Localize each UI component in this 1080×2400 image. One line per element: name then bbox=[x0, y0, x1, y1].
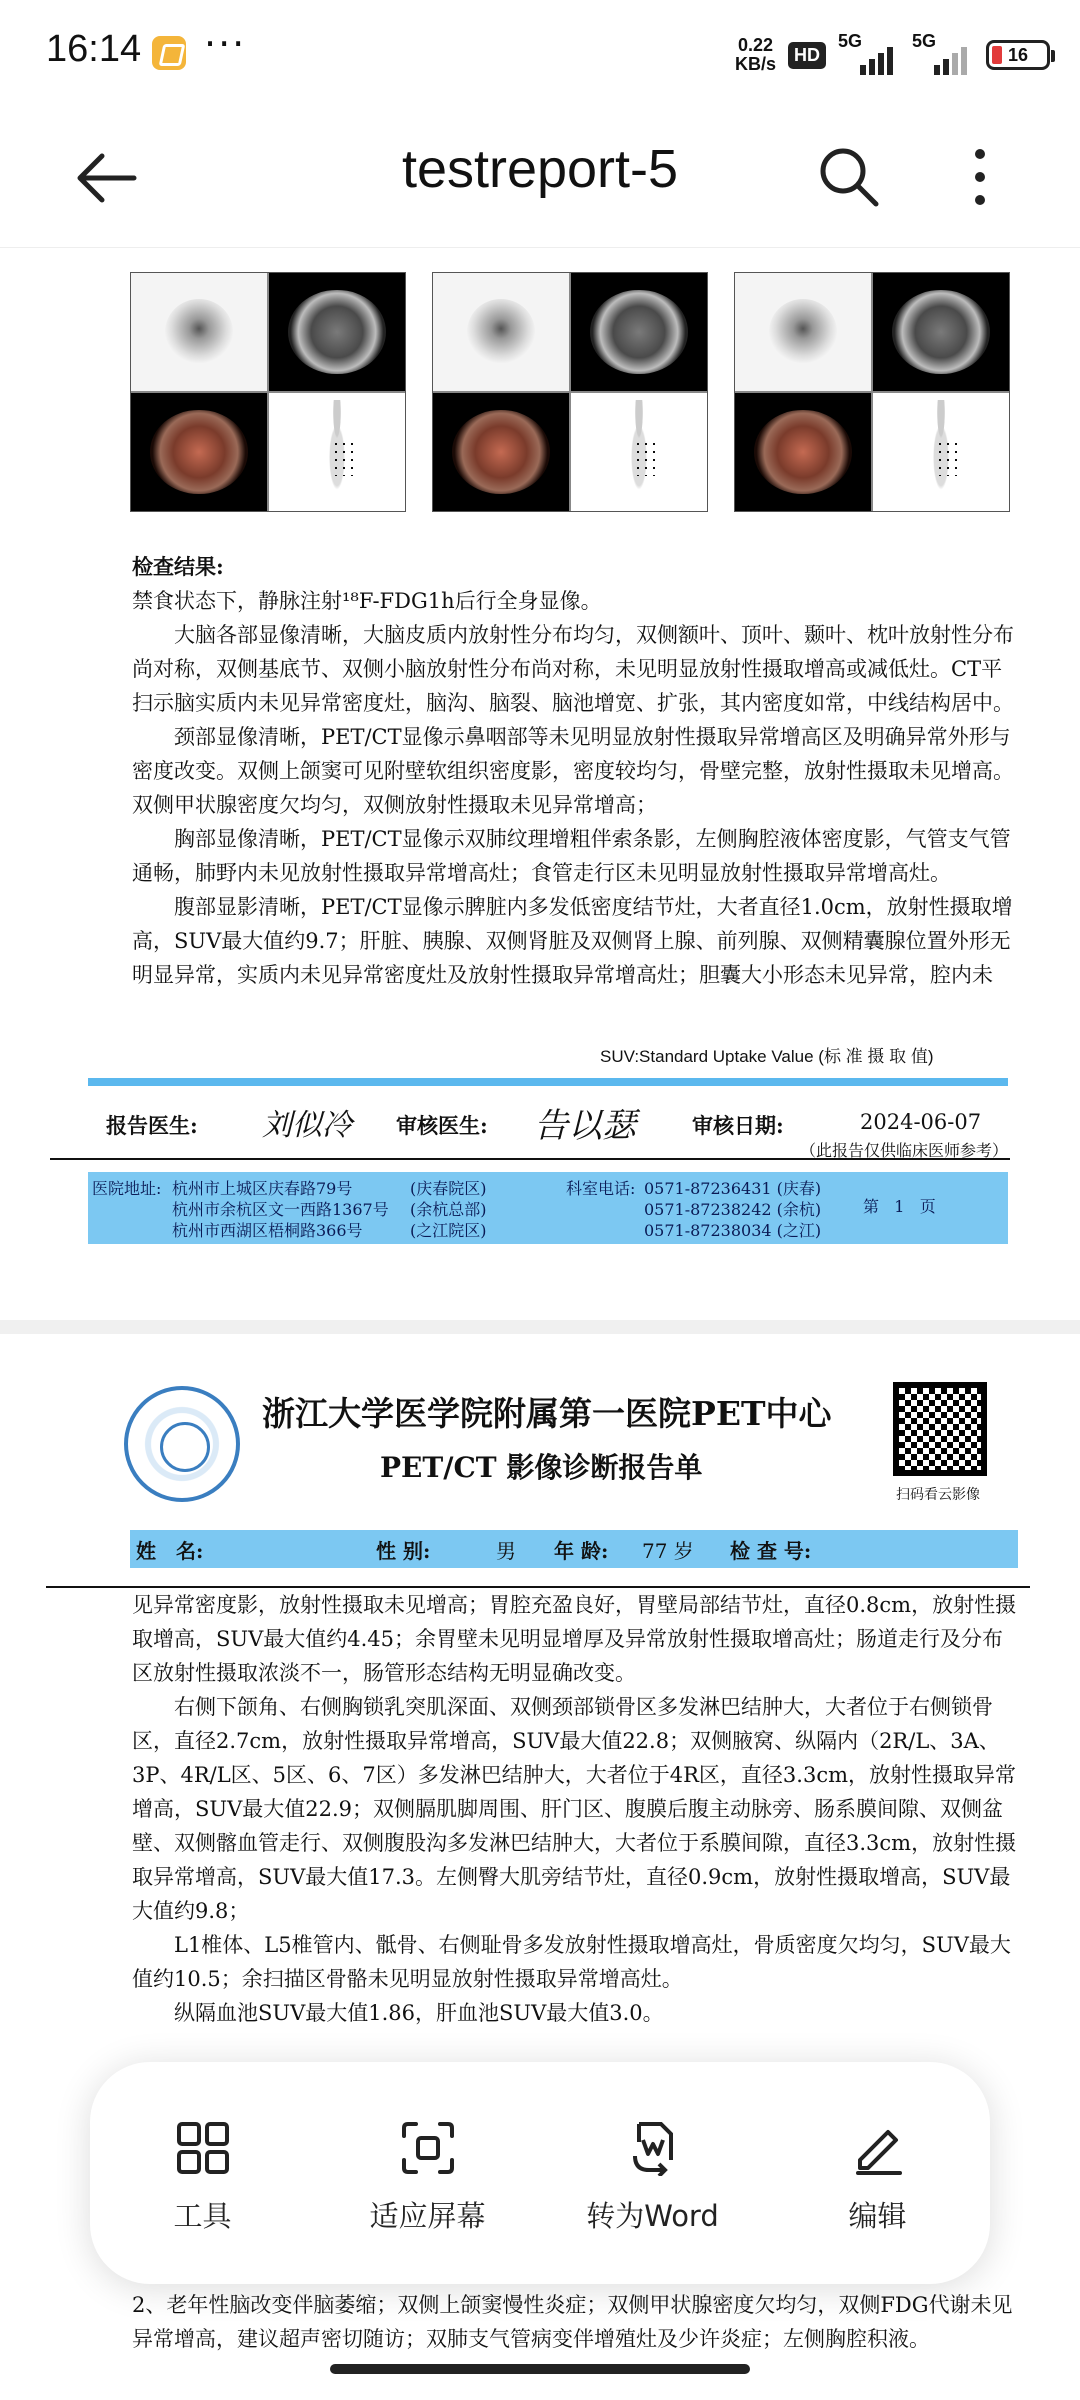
patient-info-bar bbox=[130, 1530, 1018, 1568]
age-label: 年 龄: bbox=[554, 1539, 609, 1563]
phone-label: 科室电话: bbox=[566, 1179, 636, 1198]
gender-value: 男 bbox=[496, 1539, 516, 1563]
name-label: 姓 名: bbox=[136, 1539, 204, 1563]
grid-icon bbox=[175, 2120, 231, 2176]
pet-ct-image-panel bbox=[734, 272, 1010, 512]
tools-label: 工具 bbox=[173, 2199, 232, 2233]
hospital-title: 浙江大学医学院附属第一医院PET中心 bbox=[262, 1394, 832, 1433]
status-indicators bbox=[735, 30, 1050, 80]
page-number: 第 1 页 bbox=[863, 1197, 936, 1216]
fit-screen-button[interactable] bbox=[315, 2062, 540, 2284]
document-title: testreport-5 bbox=[401, 139, 679, 199]
neck-findings: 颈部显像清晰，PET/CT显像示鼻咽部等未见明显放射性摄取异常增高区及明确异常外形与密度改变。双侧上颌窦可见附壁软组织密度影，密度较均匀，骨壁完整，放射性摄取未见增高。双侧甲状腺密度欠均匀，双侧放射性摄取未见异常增高； bbox=[132, 725, 1014, 817]
fit-screen-icon bbox=[400, 2120, 456, 2176]
bottom-toolbar bbox=[90, 2062, 990, 2284]
gender-label: 性 别: bbox=[376, 1539, 431, 1563]
pen-icon bbox=[850, 2120, 906, 2176]
exam-no-label: 检 查 号: bbox=[730, 1539, 812, 1563]
brain-findings: 大脑各部显像清晰，大脑皮质内放射性分布均匀，双侧额叶、顶叶、颞叶、枕叶放射性分布尚对称，双侧基底节、双侧小脑放射性分布尚对称，未见明显放射性摄取增高或减低灶。CT平扫示脑实质内未见异常密度灶，脑沟、脑裂、脑池增宽、扩张，其内密度如常，中线结构居中。 bbox=[132, 623, 1014, 715]
age-value: 77 岁 bbox=[642, 1539, 694, 1563]
findings-continued bbox=[132, 1588, 1020, 2030]
battery-icon: 16 bbox=[986, 40, 1050, 70]
report-doctor-signature: 刘似冷 bbox=[262, 1108, 352, 1143]
review-date: 2024-06-07 bbox=[860, 1110, 982, 1134]
qr-caption: 扫码看云影像 bbox=[896, 1487, 980, 1503]
edit-button[interactable] bbox=[765, 2062, 990, 2284]
app-bar bbox=[0, 108, 1080, 248]
chest-findings: 胸部显像清晰，PET/CT显像示双肺纹理增粗伴索条影，左侧胸腔液体密度影，气管支气管通畅，肺野内未见放射性摄取异常增高灶；食管走行区未见明显放射性摄取异常增高灶。 bbox=[132, 827, 1011, 885]
hospital-address-box bbox=[88, 1172, 1008, 1244]
qr-code[interactable] bbox=[893, 1382, 987, 1476]
more-options-button[interactable] bbox=[960, 142, 1000, 212]
address-label: 医院地址: bbox=[92, 1179, 162, 1198]
report-doctor-label: 报告医生: bbox=[106, 1113, 198, 1138]
campus-names: (庆春院区) (余杭总部) (之江院区) bbox=[410, 1179, 487, 1240]
signal-icon-sim2: 5G bbox=[912, 35, 974, 75]
hd-voice-badge: HD bbox=[788, 42, 826, 69]
suv-note: SUV:Standard Uptake Value (标 准 摄 取 值) bbox=[600, 1047, 934, 1066]
convert-word-button[interactable] bbox=[540, 2062, 765, 2284]
hospital-logo bbox=[124, 1386, 240, 1502]
address-lines: 杭州市上城区庆春路79号 杭州市余杭区文一西路1367号 杭州市西湖区梧桐路366号 bbox=[172, 1179, 389, 1240]
pet-ct-images bbox=[130, 272, 1010, 512]
phone-numbers: 0571-87236431 (庆春) 0571-87238242 (余杭) 0571-87238034 (之江) bbox=[644, 1179, 822, 1240]
review-doctor-label: 审核医生: bbox=[396, 1113, 488, 1138]
review-doctor-signature: 告以瑟 bbox=[534, 1106, 636, 1146]
word-convert-icon bbox=[625, 2120, 681, 2176]
report-title: PET/CT 影像诊断报告单 bbox=[380, 1451, 703, 1484]
fasting-line: 禁食状态下，静脉注射¹⁸F-FDG1h后行全身显像。 bbox=[132, 589, 602, 613]
divider bbox=[88, 1078, 1008, 1086]
edit-label: 编辑 bbox=[848, 2199, 907, 2233]
exam-results bbox=[132, 550, 1016, 992]
blood-pool-findings: 纵隔血池SUV最大值1.86，肝血池SUV最大值3.0。 bbox=[174, 2001, 664, 2025]
results-header: 检查结果: bbox=[132, 554, 224, 579]
impression-bottom: 2、老年性脑改变伴脑萎缩；双侧上颌窦慢性炎症；双侧甲状腺密度欠均匀，双侧FDG代谢未见异常增高，建议超声密切随访；双肺支气管病变伴增殖灶及少许炎症；左侧胸腔积液。 bbox=[132, 2293, 1013, 2351]
convert-word-label: 转为Word bbox=[586, 2199, 719, 2233]
pet-ct-image-panel bbox=[130, 272, 406, 512]
status-time: 16:14 bbox=[46, 28, 142, 70]
notes-app-icon bbox=[152, 36, 186, 70]
abdomen-findings: 腹部显影清晰，PET/CT显像示脾脏内多发低密度结节灶，大者直径1.0cm，放射性摄取增高，SUV最大值约9.7；肝脏、胰腺、双侧肾脏及双侧肾上腺、前列腺、双侧精囊腺位置外形无明显异常，实质内未见异常密度灶及放射性摄取异常增高灶；胆囊大小形态未见异常，腔内未 bbox=[132, 895, 1013, 987]
more-notifications-icon: ··· bbox=[204, 22, 247, 66]
gi-findings: 见异常密度影，放射性摄取未见增高；胃腔充盈良好，胃壁局部结节灶，直径0.8cm，放射性摄取增高，SUV最大值约4.45；余胃壁未见明显增厚及异常放射性摄取增高灶；肠道走行及分布区放射性摄取浓淡不一，肠管形态结构无明显确改变。 bbox=[132, 1593, 1017, 1685]
signal-icon-sim1: 5G bbox=[838, 35, 900, 75]
search-icon bbox=[814, 142, 884, 212]
lymph-findings: 右侧下颌角、右侧胸锁乳突肌深面、双侧颈部锁骨区多发淋巴结肿大，大者位于右侧锁骨区，直径2.7cm，放射性摄取异常增高，SUV最大值22.8；双侧腋窝、纵隔内（2R/L、3A、3P、4R/L区、5区、6、7区）多发淋巴结肿大，大者位于4R区，直径3.3cm，放射性摄取异常增高，SUV最大值22.9；双侧膈肌脚周围、肝门区、腹膜后腹主动脉旁、肠系膜间隙、双侧盆壁、双侧髂血管走行、双侧腹股沟多发淋巴结肿大，大者位于系膜间隙，直径3.3cm，放射性摄取异常增高，SUV最大值17.3。左侧臀大肌旁结节灶，直径0.9cm，放射性摄取增高，SUV最大值约9.8； bbox=[132, 1695, 1017, 1923]
network-speed: 0.22 KB/s bbox=[734, 35, 776, 74]
fit-screen-label: 适应屏幕 bbox=[369, 2199, 486, 2233]
home-indicator[interactable] bbox=[330, 2364, 750, 2374]
review-date-label: 审核日期: bbox=[692, 1113, 784, 1138]
pet-ct-image-panel bbox=[432, 272, 708, 512]
page-separator bbox=[0, 1320, 1080, 1334]
tools-button[interactable] bbox=[90, 2062, 315, 2284]
bone-findings: L1椎体、L5椎管内、骶骨、右侧耻骨多发放射性摄取增高灶，骨质密度欠均匀，SUV最大值约10.5；余扫描区骨骼未见明显放射性摄取异常增高灶。 bbox=[132, 1933, 1011, 1991]
status-bar bbox=[0, 0, 1080, 108]
more-vertical-icon bbox=[960, 142, 1000, 212]
search-button[interactable] bbox=[814, 142, 884, 212]
reference-note: （此报告仅供临床医师参考） bbox=[800, 1141, 1009, 1160]
